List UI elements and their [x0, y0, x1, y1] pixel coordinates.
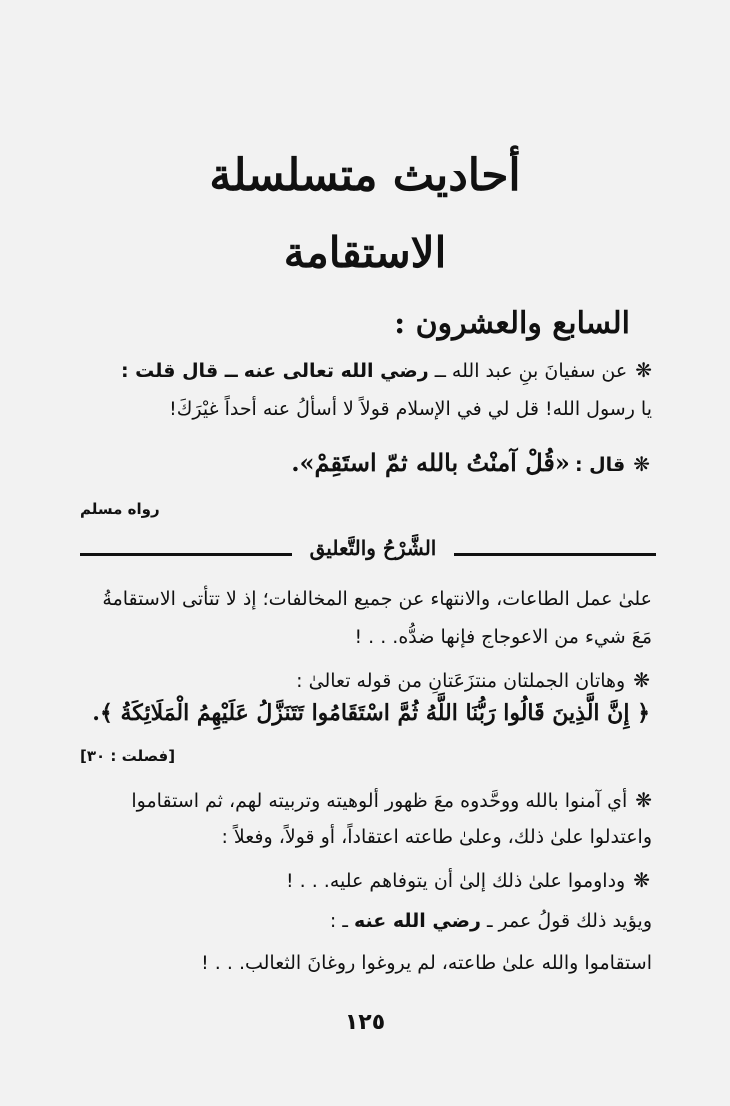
bullet-icon: ❋	[633, 868, 650, 892]
hadith-honorific: رضي الله تعالى عنه	[243, 360, 429, 382]
divider-left	[80, 553, 292, 556]
bullet-icon: ❋	[633, 668, 650, 692]
bullet-icon: ❋	[635, 788, 652, 812]
hadith-line-1	[121, 358, 652, 382]
divider-right	[454, 553, 656, 556]
para5-suffix: ـ :	[329, 910, 348, 932]
bullet-icon: ❋	[635, 358, 652, 382]
para2-text: وهاتان الجملتان منتزَعَتانِ من قوله تعالىٰ :	[296, 670, 626, 692]
narrator-note: رواه مسلم	[80, 500, 160, 518]
para3-line-1-text: أي آمنوا بالله ووحَّدوه معَ ظهور ألوهيته وتربيته لهم، ثم استقاموا	[131, 790, 628, 812]
commentary-heading: الشَّرْحُ والتَّعليق	[309, 536, 437, 560]
para5-honorific: رضي الله عنه	[353, 910, 481, 932]
verse-reference: [فصلت : ٣٠]	[80, 747, 176, 765]
para1-line-1: علىٰ عمل الطاعات، والانتهاء عن جميع المخالفات؛ إذ لا تتأتى الاستقامةُ	[102, 588, 652, 610]
para4	[286, 868, 650, 892]
para3-line-2: واعتدلوا علىٰ ذلك، وعلىٰ طاعته اعتقاداً، أو قولاً، وفعلاً :	[221, 826, 652, 848]
page-title: أحاديث متسلسلة	[209, 150, 521, 201]
quran-verse: ﴿ إِنَّ الَّذِينَ قَالُوا رَبُّنَا اللَّهُ ثُمَّ اسْتَقَامُوا تَتَنَزَّلُ عَلَيْهِمُ الْمَلَائِكَةُ ﴾.	[92, 700, 650, 726]
para1-line-2: مَعَ شيء من الاعوجاج فإنها ضدُّه. . . !	[354, 626, 652, 648]
bullet-icon: ❋	[633, 452, 650, 476]
hadith-line-2: يا رسول الله! قل لي في الإسلام قولاً لا أسألُ عنه أحداً غيْرَكَ!	[169, 398, 652, 420]
hadith-quote: «قُلْ آمنْتُ بالله ثمّ استَقِمْ».	[291, 448, 570, 477]
page-number: ١٢٥	[344, 1010, 386, 1035]
page-subtitle: الاستقامة	[283, 228, 447, 277]
para3-line-1	[131, 788, 652, 812]
section-label: السابع والعشرون :	[394, 306, 630, 341]
para5	[330, 910, 652, 932]
para5-prefix: ويؤيد ذلك قولُ عمر ـ	[486, 910, 652, 932]
para4-text: وداوموا علىٰ ذلك إلىٰ أن يتوفاهم عليه. . . !	[285, 870, 626, 892]
para6: استقاموا والله علىٰ طاعته، لم يروغوا روغانَ الثعالب. . . !	[201, 952, 652, 974]
hadith-line-3-prefix: قال :	[574, 454, 626, 476]
hadith-line-1-prefix: عن سفيانَ بنِ عبد الله ــ	[434, 360, 628, 382]
para2	[296, 668, 650, 692]
hadith-line-1-suffix: ــ قال قلت :	[120, 360, 238, 382]
hadith-line-3	[291, 448, 650, 477]
